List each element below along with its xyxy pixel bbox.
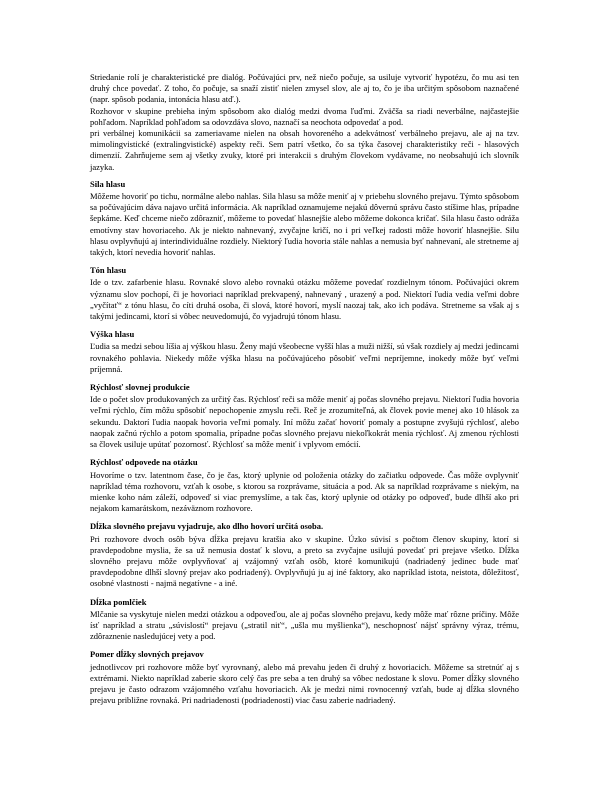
document-page <box>90 72 519 706</box>
section-heading: Výška hlasu <box>90 329 135 340</box>
section-paragraph: Mlčanie sa vyskytuje nielen medzi otázkou a odpoveďou, ale aj počas slovného prejavu, kedy môže mať rôzne príčiny. Môže ísť napríklad a stratu „súvislostí“ prejavu („stratil niť“, „ušla mu myšlienka“), neschopnosť nájsť správny výraz, trému, zdôraznenie nasledujúcej vety a pod. <box>90 608 519 642</box>
section-heading: Rýchlosť odpovede na otázku <box>90 457 198 468</box>
section-heading: Tón hlasu <box>90 265 127 276</box>
section-vyska-hlasu <box>90 329 519 375</box>
section-paragraph: Ide o počet slov produkovaných za určitý čas. Rýchlosť reči sa môže meniť aj počas slovného prejavu. Niektorí ľudia hovoria veľmi rýchlo, čím môžu spôsobiť nepochopenie zmyslu reči. Reč je zrozumiteľná, ak človek povie menej ako 10 hlások za sekundu. Daktorí ľudia naopak hovoria veľmi pomaly. Iní môžu začať hovoriť pomaly a postupne zvyšujú rýchlosť, alebo naopak začnú rýchlo a potom spomalia, prípadne počas slovného prejavu niekoľkokrát menia rýchlosť. Aj zmenou rýchlosti sa človek usiluje upútať pozornosť. Rýchlosť sa môže meniť i vplyvom emócií. <box>90 394 519 450</box>
section-heading: Pomer dĺžky slovných prejavov <box>90 649 204 660</box>
section-dlzka-pomlciek <box>90 597 519 643</box>
section-paragraph: Ide o tzv. zafarbenie hlasu. Rovnaké slovo alebo rovnakú otázku môžeme povedať rozdielnym tónom. Počúvajúci okrem významu slov pochopí, či je hovoriaci napríklad prekvapený, nahnevaný , urazený a pod. Niektorí ľudia vedia veľmi dobre „vyčítať“ z tónu hlasu, čo cíti druhá osoba, či slová, ktoré hovorí, myslí naozaj tak, ako ich podáva. Stretneme sa však aj s takými jedincami, ktorí si vôbec neuvedomujú, čo vyjadrujú tónom hlasu. <box>90 277 519 322</box>
section-rychlost-slovnej-produkcie <box>90 382 519 450</box>
section-heading: Dĺžka slovného prejavu vyjadruje, ako dlho hovorí určitá osoba. <box>90 521 324 532</box>
section-dlzka-slovneho-prejavu <box>90 521 519 589</box>
section-rychlost-odpovede <box>90 457 519 514</box>
section-heading: Sila hlasu <box>90 178 126 189</box>
intro-paragraph: Rozhovor v skupine prebieha iným spôsobom ako dialóg medzi dvoma ľuďmi. Zväčša sa riadi neverbálne, najčastejšie pohľadom. Napríklad pohľadom sa odovzdáva slovo, naznačí sa neochota odpovedať a pod. <box>90 105 519 127</box>
section-paragraph: Pri rozhovore dvoch osôb býva dĺžka prejavu kratšia ako v skupine. Úzko súvisí s počtom členov skupiny, ktorí si pravdepodobne myslia, že sa už nemusia dostať k slovu, a preto sa zvyčajne usilujú povedať pri prejave všetko. Dĺžka slovného prejavu môže ovplyvňovať aj vzájomný vzťah osôb, ktoré komunikujú (nadriadený jedinec bude mať pravdepodobne dlhší slovný prejav ako podriadený). Ovplyvňujú ju aj iné faktory, ako napríklad istota, neistota, dôležitosť, osobné vlastnosti - najmä negatívne - a iné. <box>90 533 519 589</box>
section-sila-hlasu <box>90 179 519 258</box>
section-heading: Dĺžka pomlčiek <box>90 596 147 607</box>
section-paragraph: Môžeme hovoriť po tichu, normálne alebo nahlas. Sila hlasu sa môže meniť aj v priebehu slovného prejavu. Týmto spôsobom sa počúvajúcim dáva najavo určitá informácia. Ak napríklad oznamujeme nejakú dôvernú správu často stíšime hlas, prípadne šepkáme. Keď chceme niečo zdôrazniť, môžeme to povedať hlasnejšie alebo môžeme dokonca kričať. Sila hlasu často odráža emotívny stav hovoriaceho. Ak je niekto nahnevaný, zvyčajne kričí, no i pri veľkej radosti môže hovoriť hlasnejšie. Silu hlasu ovplyvňujú aj interindividuálne rozdiely. Niektorý ľudia hovoria stále nahlas a nemusia byť nahnevaní, ale stretneme aj takých, ktorí nevedia hovoriť nahlas. <box>90 191 519 258</box>
section-paragraph: Hovoríme o tzv. latentnom čase, čo je čas, ktorý uplynie od položenia otázky do začiatku odpovede. Čas môže ovplyvniť napríklad téma rozhovoru, vzťah k osobe, s ktorou sa rozprávame, situácia a pod. Ak sa napríklad rozprávame s niekým, na mienke koho nám záleží, odpoveď si viac premyslíme, a tak čas, ktorý uplynie od otázky po odpoveď, bude dlhší ako pri nejakom kamarátskom, nezáväznom rozhovore. <box>90 469 519 514</box>
intro-paragraph: pri verbálnej komunikácii sa zameriavame nielen na obsah hovoreného a adekvátnosť verbálneho prejavu, ale aj na tzv. mimolingvistické (extralingvistické) aspekty reči. Sem patrí všetko, čo sa týka časovej charakteristiky reči - hlasových dimenzií. Zahrňujeme sem aj všetky zvuky, ktoré pri interakcii s druhým človekom vydávame, no neobsahujú ich slovník jazyka. <box>90 128 519 172</box>
intro-block <box>90 72 519 173</box>
section-heading: Rýchlosť slovnej produkcie <box>90 382 190 393</box>
section-pomer-dlzky <box>90 649 519 706</box>
intro-paragraph: Striedanie rolí je charakteristické pre dialóg. Počúvajúci prv, než niečo počuje, sa usiluje vytvoriť hypotézu, čo mu asi ten druhý chce povedať. Z toho, čo počuje, sa snaží zistiť nielen zmysel slov, ale aj to, čo je iba určitým spôsobom naznačené (napr. spôsob podania, intonácia hlasu atď.). <box>90 72 519 105</box>
section-ton-hlasu <box>90 265 519 322</box>
section-paragraph: jednotlivcov pri rozhovore môže byť vyrovnaný, alebo má prevahu jeden či druhý z hovoriacich. Môžeme sa stretnúť aj s extrémami. Niekto napríklad zaberie skoro celý čas pre seba a ten druhý sa vôbec nedostane k slovu. Pomer dĺžky slovného prejavu je často odrazom vzájomného vzťahu hovoriacich. Ak je medzi nimi rovnocenný vzťah, bude aj dĺžka slovného prejavu približne rovnaká. Pri nadriadenosti (podriadenosti) viac času zaberie nadriadený. <box>90 661 519 706</box>
section-paragraph: Ľudia sa medzi sebou líšia aj výškou hlasu. Ženy majú všeobecne vyšší hlas a muži nižší, sú však rozdiely aj medzi jedincami rovnakého pohlavia. Niekedy môže výška hlasu na počúvajúceho pôsobiť veľmi nepríjemne, inokedy môže byť veľmi príjemná. <box>90 341 519 374</box>
